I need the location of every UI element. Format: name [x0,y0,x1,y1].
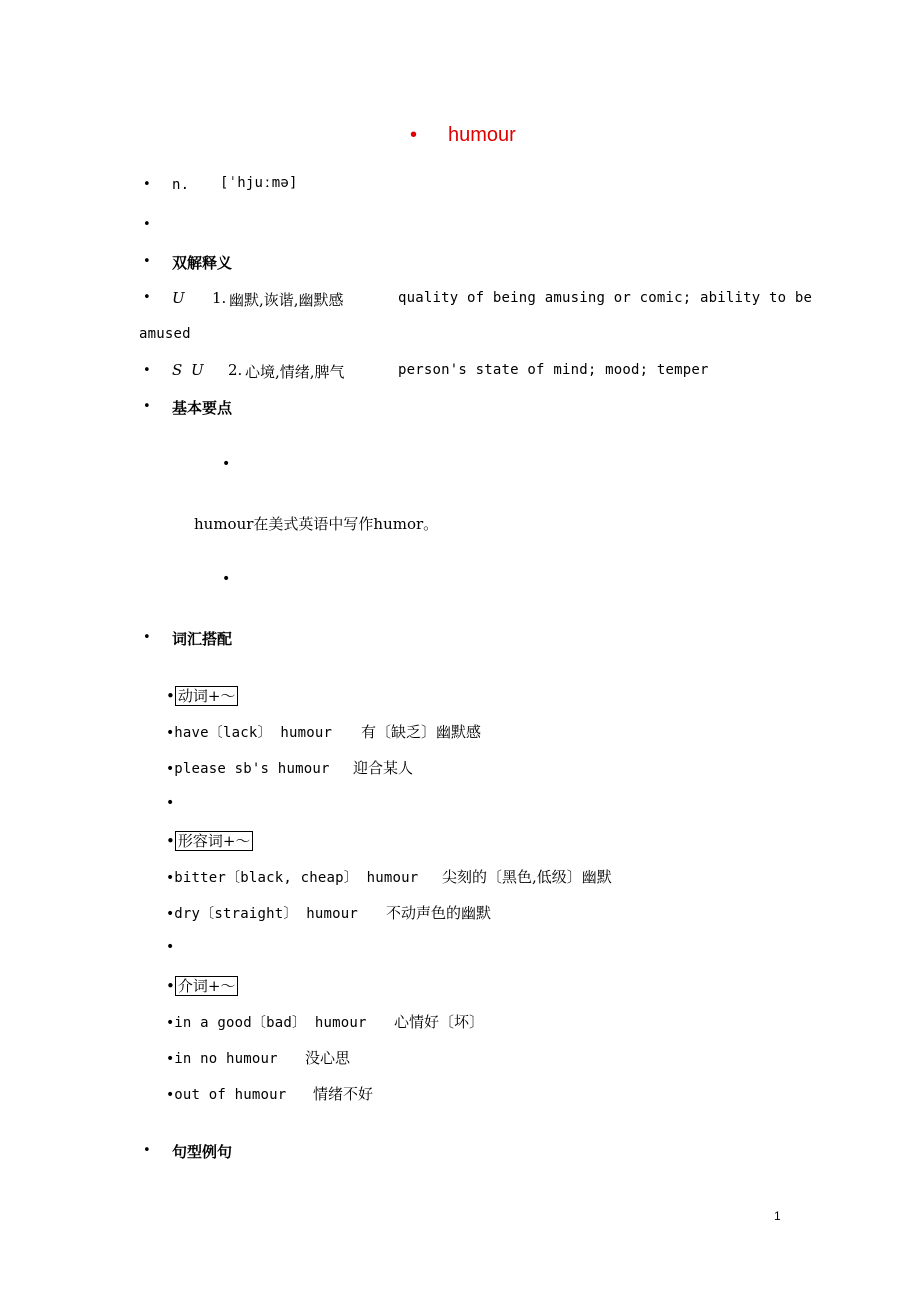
collocation-chinese: 有〔缺乏〕幽默感 [361,723,482,741]
section-heading-sentence-patterns: 句型例句 [172,1143,233,1161]
collocation-chinese: 情绪不好 [313,1085,374,1103]
list-bullet: • [143,290,151,305]
definition-chinese: 心境,情绪,脾气 [245,363,345,381]
collocation-group-header: • 动词+～ [166,685,238,706]
collocation-english: please sb's humour [174,761,330,777]
list-bullet: • [166,795,175,811]
title-bullet: • [410,124,418,146]
page-title: humour [448,124,516,146]
section-heading-collocations: 词汇搭配 [172,630,233,648]
part-of-speech: n. [172,177,190,193]
definition-chinese: 幽默,诙谐,幽默感 [229,291,344,309]
adjective-group-label: 形容词+～ [175,831,254,851]
collocation-chinese: 没心思 [305,1049,351,1067]
collocation-english: in a good〔bad〕 humour [174,1015,367,1031]
list-bullet: • [143,1143,151,1158]
collocation-item: •in a good〔bad〕 humour [166,1015,367,1031]
list-bullet: • [143,254,151,269]
collocation-item: •out of humour [166,1087,287,1103]
preposition-group-label: 介词+～ [175,976,239,996]
list-bullet: • [143,399,151,414]
definition-tag: U [172,289,185,307]
key-point-note: humour在美式英语中写作humor。 [194,515,439,533]
list-bullet: • [222,456,231,472]
section-heading-key-points: 基本要点 [172,399,233,417]
phonetic: [ˈhjuːmə] [220,175,298,191]
definition-number: 1. [212,289,227,307]
collocation-english: out of humour [174,1087,287,1103]
collocation-item: •in no humour [166,1051,278,1067]
page-number: 1 [774,1209,781,1223]
collocation-english: have〔lack〕 humour [174,725,333,741]
verb-group-label: 动词+～ [175,686,239,706]
definition-english-continued: amused [139,326,191,342]
collocation-item: •please sb's humour [166,761,330,777]
list-bullet: • [222,571,231,587]
list-bullet: • [143,217,151,232]
section-heading-bilingual: 双解释义 [172,254,233,272]
collocation-item: •have〔lack〕 humour [166,725,333,741]
collocation-chinese: 尖刻的〔黑色,低级〕幽默 [442,868,612,886]
definition-english: person's state of mind; mood; temper [398,362,709,378]
collocation-chinese: 不动声色的幽默 [386,904,492,922]
collocation-group-header: • 形容词+～ [166,830,253,851]
list-bullet: • [166,939,175,955]
collocation-chinese: 迎合某人 [353,759,414,777]
collocation-item: •bitter〔black, cheap〕 humour [166,870,419,886]
collocation-english: dry〔straight〕 humour [174,906,358,922]
definition-number: 2. [228,361,243,379]
collocation-english: in no humour [174,1051,278,1067]
collocation-chinese: 心情好〔坏〕 [394,1013,485,1031]
definition-tag: S U [172,361,204,379]
list-bullet: • [143,630,151,645]
list-bullet: • [143,363,151,378]
collocation-item: •dry〔straight〕 humour [166,906,358,922]
collocation-english: bitter〔black, cheap〕 humour [174,870,419,886]
definition-english: quality of being amusing or comic; ability to be [398,290,813,306]
list-bullet: • [143,177,151,192]
collocation-group-header: • 介词+～ [166,975,238,996]
